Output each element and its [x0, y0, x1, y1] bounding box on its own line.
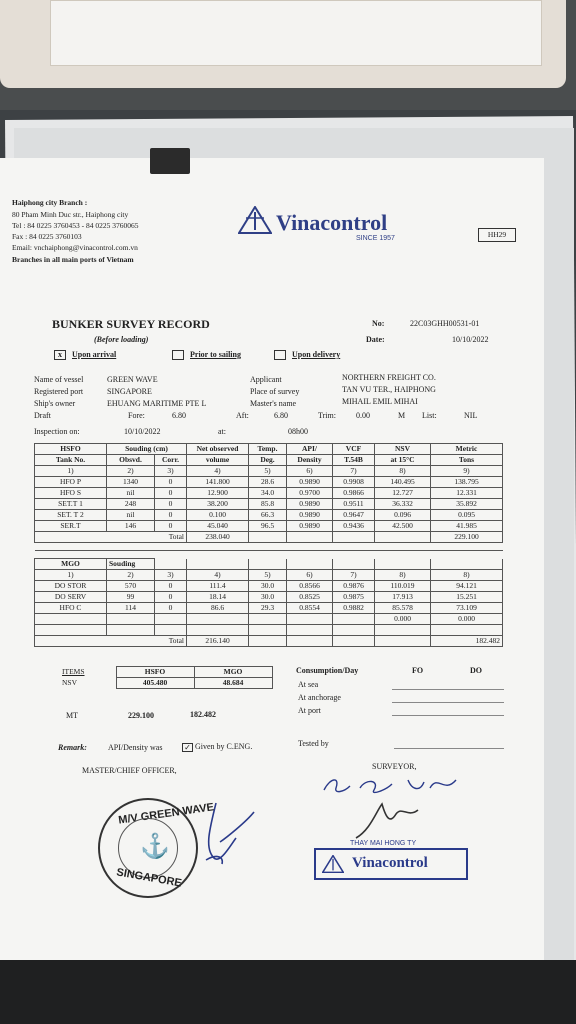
- vinacontrol-stamp-logo-icon: [322, 855, 344, 873]
- fore-value: 6.80: [172, 411, 186, 420]
- binder-clip: [150, 148, 190, 174]
- mt-hsfo: 229.100: [128, 711, 154, 720]
- aft-value: 6.80: [274, 411, 288, 420]
- place-value: TAN VU TER., HAIPHONG: [342, 385, 436, 394]
- mt-mgo: 182.482: [190, 710, 216, 719]
- logo-since: SINCE 1957: [356, 235, 395, 242]
- checkbox-sailing: [172, 350, 184, 360]
- branch-address: 80 Pham Minh Duc str., Haiphong city: [12, 210, 129, 219]
- owner-value: EHUANG MARITIME PTE L: [107, 399, 207, 408]
- option-arrival: x Upon arrival: [54, 350, 116, 360]
- checkbox-arrival: x: [54, 350, 66, 360]
- owner-label: Ship's owner: [34, 399, 76, 408]
- table-row: HFO P 1340 0 141.800 28.6 0.9890 0.9908 140.495 138.795: [35, 477, 503, 488]
- vessel-value: GREEN WAVE: [107, 375, 158, 384]
- mgo-header-row: MGO Souding: [35, 559, 503, 570]
- stamp-vinacontrol-text: Vinacontrol: [352, 855, 428, 871]
- tested-line: [394, 748, 504, 749]
- no-value: 22C03GHH00531-01: [410, 319, 480, 328]
- port-value: SINGAPORE: [107, 387, 152, 396]
- mt-label: MT: [66, 711, 78, 720]
- table-row: DO STOR 570 0 111.4 30.0 0.8566 0.9876 110.019 94.121: [35, 581, 503, 592]
- remark-given: ✓ Given by C.ENG.: [182, 742, 252, 752]
- branches-note: Branches in all main ports of Vietnam: [12, 255, 134, 264]
- stamp-bottom-text: SINGAPORE: [115, 866, 183, 890]
- at-sea: At sea: [298, 680, 319, 689]
- applicant-value: NORTHERN FREIGHT CO.: [342, 373, 436, 382]
- place-label: Place of survey: [250, 387, 300, 396]
- device-edge: [0, 0, 566, 88]
- background-bottom: [0, 960, 576, 1024]
- trim-value: 0.00: [356, 411, 370, 420]
- consumption-label: Consumption/Day: [296, 666, 359, 675]
- branch-fax: Fax : 84 0225 3760103: [12, 232, 82, 241]
- tested-by: Tested by: [298, 739, 329, 748]
- summary-nsv-row: NSV 405.480 48.684: [60, 678, 272, 689]
- hsfo-colnum-row: 1) 2) 3) 4) 5) 6) 7) 8) 9): [35, 466, 503, 477]
- table-row: SER.T 146 0 45.040 96.5 0.9890 0.9436 42.500 41.985: [35, 521, 503, 532]
- option-sailing: Prior to sailing: [172, 350, 241, 360]
- surveyor-label: SURVEYOR,: [372, 762, 417, 771]
- consumption-line: [392, 702, 504, 703]
- remark-label: Remark:: [58, 743, 87, 752]
- document-subtitle: (Before loading): [94, 335, 149, 344]
- table-row: HFO C 114 0 86.6 29.3 0.8554 0.9882 85.578 73.109: [35, 603, 503, 614]
- list-m: M: [398, 411, 406, 420]
- surveyor-name: THAY MAI HONG TY: [350, 840, 417, 847]
- fore-label: Fore:: [128, 411, 145, 420]
- no-label: No:: [372, 319, 385, 328]
- branch-title: Haiphong city Branch :: [12, 198, 88, 207]
- ship-stamp: [98, 798, 215, 898]
- fo-label: FO: [412, 666, 424, 675]
- remark-text: API/Density was: [108, 743, 163, 752]
- inspection-label: Inspection on:: [34, 427, 80, 436]
- port-label: Registered port: [34, 387, 84, 396]
- consumption-line: [392, 689, 504, 690]
- table-row: SET. T 2 nil 0 0.100 66.3 0.9890 0.9647 0.096 0.095: [35, 510, 503, 521]
- surveyor-signature-icon: [320, 770, 480, 798]
- master-label: Master's name: [250, 399, 297, 408]
- hsfo-table: [34, 443, 503, 551]
- spacer-row: [35, 543, 503, 551]
- stamp-top-text: M/V GREEN WAVE: [117, 801, 215, 827]
- checkbox-given: ✓: [182, 743, 193, 752]
- master-officer-label: MASTER/CHIEF OFFICER,: [82, 766, 177, 775]
- mgo-table: [34, 558, 503, 647]
- vinacontrol-logo-icon: [238, 206, 272, 234]
- do-label: DO: [470, 666, 482, 675]
- checkbox-delivery: [274, 350, 286, 360]
- mgo-colnum-row: 1) 2) 3) 4) 5) 6) 7) 8) 8): [35, 570, 503, 581]
- form-code: HH29: [478, 228, 516, 242]
- device-screen: [50, 0, 542, 66]
- vessel-label: Name of vessel: [34, 375, 84, 384]
- document-page: [0, 158, 544, 960]
- surveyor-initials-icon: [352, 800, 422, 842]
- at-port: At port: [298, 706, 321, 715]
- list-value: NIL: [464, 411, 478, 420]
- list-label: List:: [422, 411, 437, 420]
- date-label: Date:: [366, 335, 385, 344]
- applicant-label: Applicant: [250, 375, 282, 384]
- summary-header-row: ITEMS HSFO MGO: [60, 667, 272, 678]
- option-delivery: Upon delivery: [274, 350, 340, 360]
- branch-email: Email: vnchaiphong@vinacontrol.com.vn: [12, 243, 138, 252]
- at-value: 08h00: [288, 427, 308, 436]
- empty-row: [35, 625, 503, 636]
- branch-tel: Tel : 84 0225 3760453 - 84 0225 3760065: [12, 221, 139, 230]
- table-row: DO SERV 99 0 18.14 30.0 0.8525 0.9875 17.913 15.251: [35, 592, 503, 603]
- table-row: 0.000 0.000: [35, 614, 503, 625]
- table-row: SET.T 1 248 0 38.200 85.8 0.9890 0.9511 36.332 35.892: [35, 499, 503, 510]
- at-anchorage: At anchorage: [298, 693, 341, 702]
- aft-label: Aft:: [236, 411, 249, 420]
- master-value: MIHAIL EMIL MIHAI: [342, 397, 418, 406]
- hsfo-header-row-2: Tank No. Obsvd. Corr. volume Deg. Density T.54B at 15°C Tons: [35, 455, 503, 466]
- hsfo-total-row: Total 238.040 229.100: [35, 532, 503, 543]
- trim-label: Trim:: [318, 411, 336, 420]
- table-row: HFO S nil 0 12.900 34.0 0.9700 0.9866 12.727 12.331: [35, 488, 503, 499]
- date-value: 10/10/2022: [452, 335, 489, 344]
- hsfo-header-row-1: HSFO Souding (cm) Net observed Temp. API/ VCF NSV Metric: [35, 444, 503, 455]
- document-title: BUNKER SURVEY RECORD: [52, 317, 210, 331]
- summary-table: [60, 666, 273, 689]
- draft-label: Draft: [34, 411, 51, 420]
- inspection-value: 10/10/2022: [124, 427, 161, 436]
- mgo-total-row: Total 216.140 182.482: [35, 636, 503, 647]
- anchor-icon: ⚓: [140, 834, 170, 860]
- consumption-line: [392, 715, 504, 716]
- vinacontrol-stamp: [314, 848, 468, 880]
- at-label: at:: [218, 427, 226, 436]
- logo-text: Vinacontrol: [276, 210, 388, 235]
